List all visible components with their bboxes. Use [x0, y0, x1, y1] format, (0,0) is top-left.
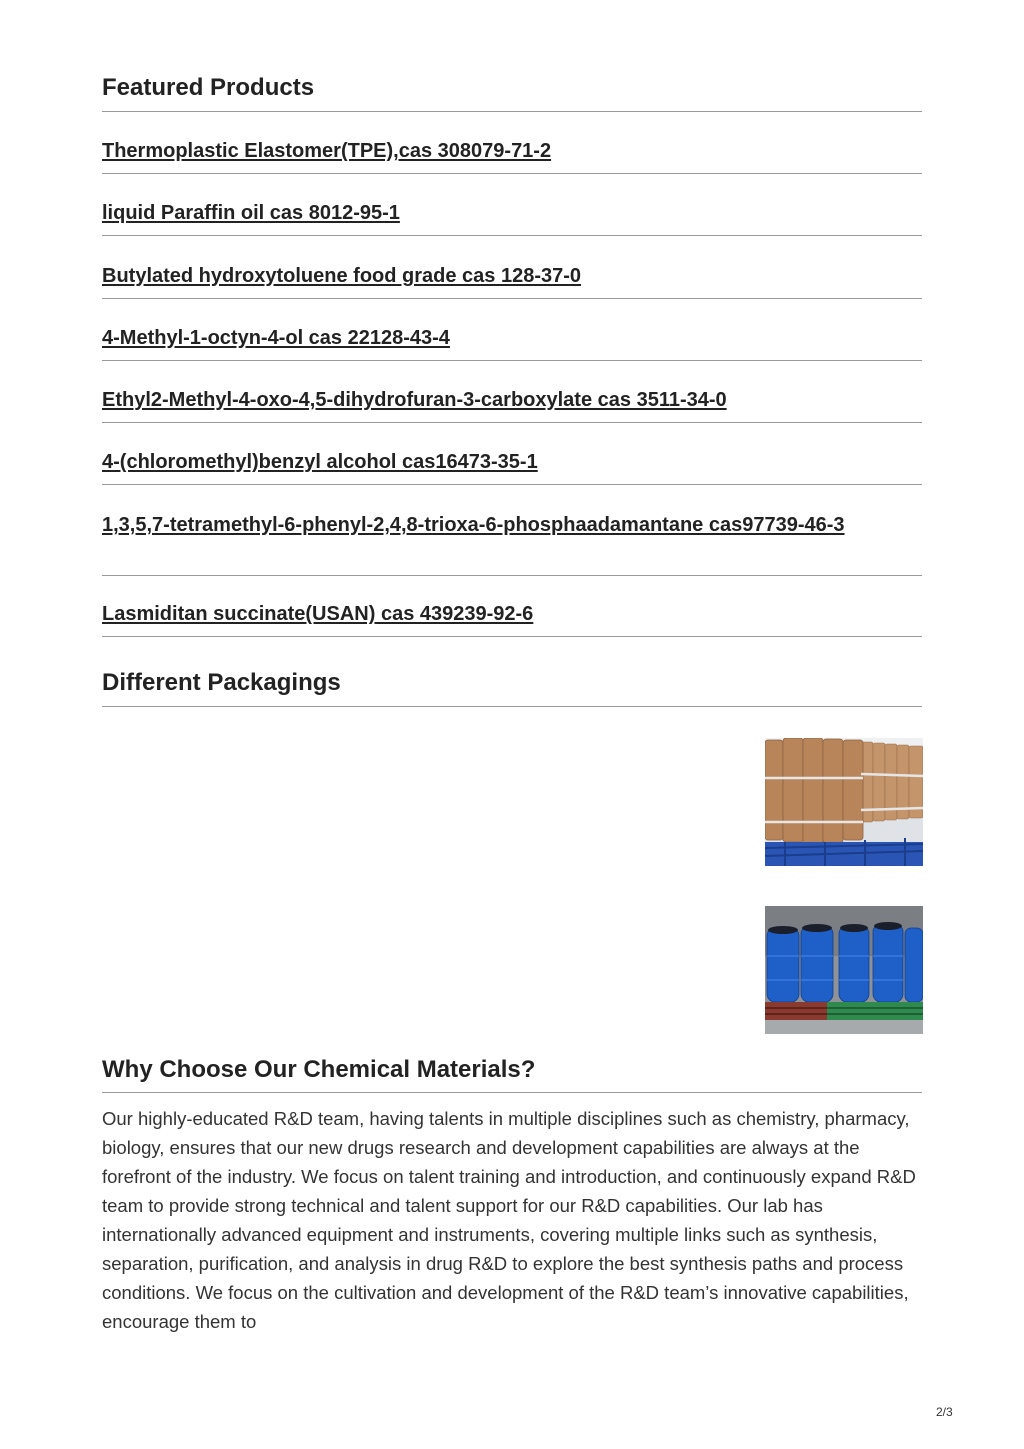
product-link-chloromethyl-benzyl-alcohol[interactable]: 4-(chloromethyl)benzyl alcohol cas16473-35-1: [102, 451, 538, 473]
divider: [102, 235, 922, 236]
product-link-tpe[interactable]: Thermoplastic Elastomer(TPE),cas 308079-71-2: [102, 140, 552, 162]
product-link-lasmiditan[interactable]: Lasmiditan succinate(USAN) cas 439239-92-6: [102, 603, 534, 625]
divider: [102, 575, 922, 576]
divider: [102, 1092, 922, 1093]
divider: [102, 636, 922, 637]
plastic-drums-photo: [765, 906, 923, 1034]
featured-products-heading: Featured Products: [102, 74, 315, 101]
why-choose-heading: Why Choose Our Chemical Materials?: [102, 1056, 536, 1083]
packagings-heading: Different Packagings: [102, 669, 341, 696]
product-link-bht[interactable]: Butylated hydroxytoluene food grade cas 128-37-0: [102, 265, 582, 287]
why-choose-body: Our highly-educated R&D team, having talents in multiple disciplines such as chemistry, pharmacy, biology, ensures that our new drugs research and development capabilities are always at the forefront of the industry. We focus on talent training and introduction, and continuously expand R&D team to provide strong technical and talent support for our R&D capabilities. Our lab has internationally advanced equipment and instruments, covering multiple links such as synthesis, separation, purification, and analysis in drug R&D to explore the best synthesis paths and process conditions. We focus on the cultivation and development of the R&D team’s innovative capabilities, encourage them to: [102, 1108, 916, 1332]
divider: [102, 360, 922, 361]
divider: [102, 422, 922, 423]
page-number: 2/3: [936, 1405, 953, 1419]
divider: [102, 484, 922, 485]
divider: [102, 706, 922, 707]
fiber-drums-photo: [765, 738, 923, 866]
product-link-paraffin-oil[interactable]: liquid Paraffin oil cas 8012-95-1: [102, 202, 400, 224]
divider: [102, 298, 922, 299]
product-link-phosphaadamantane[interactable]: 1,3,5,7-tetramethyl-6-phenyl-2,4,8-trioxa-6-phosphaadamantane cas97739-46-3: [102, 514, 845, 536]
divider: [102, 111, 922, 112]
product-link-dihydrofuran-carboxylate[interactable]: Ethyl2-Methyl-4-oxo-4,5-dihydrofuran-3-carboxylate cas 3511-34-0: [102, 389, 727, 411]
product-link-methyl-octynol[interactable]: 4-Methyl-1-octyn-4-ol cas 22128-43-4: [102, 327, 450, 349]
divider: [102, 173, 922, 174]
